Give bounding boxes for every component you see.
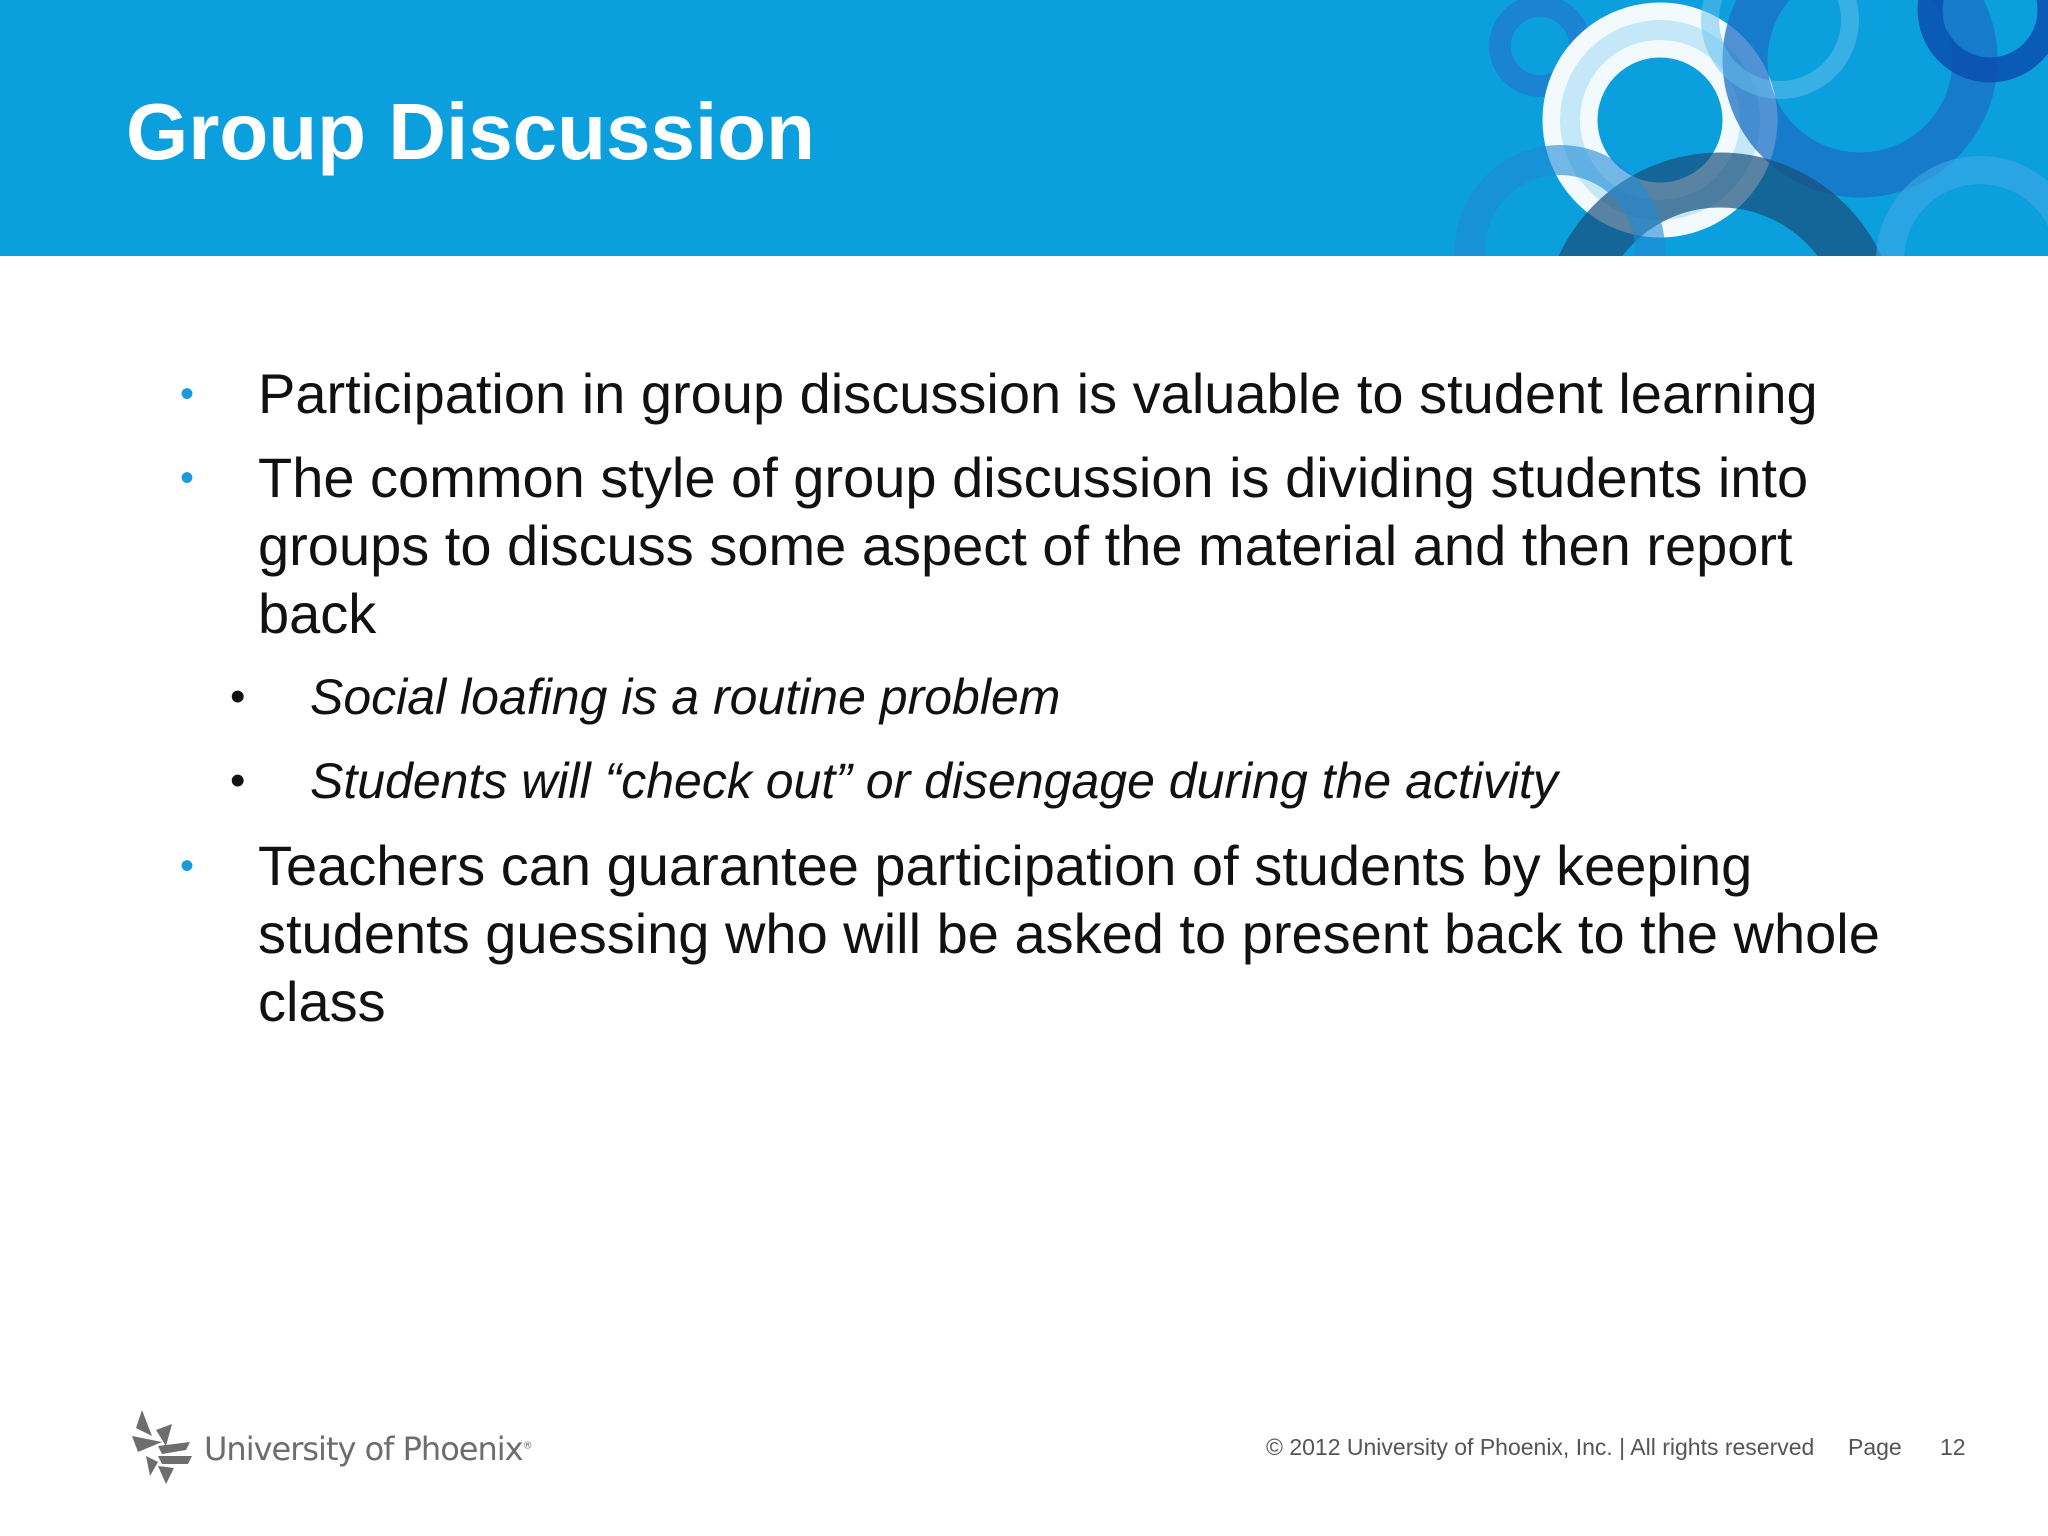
bullet-text: Participation in group discussion is valuable to student learning (258, 362, 1818, 425)
bullet-text: students guessing who will be asked to present back to the whole (258, 902, 1880, 965)
bullet-marker: • (230, 672, 246, 721)
bullet-text: The common style of group discussion is dividing students into (258, 446, 1809, 509)
phoenix-bird-icon (128, 1406, 198, 1486)
registered-mark: ® (522, 1440, 532, 1452)
bullet-text: groups to discuss some aspect of the material and then report (258, 514, 1793, 577)
slide-header (0, 0, 2048, 256)
sub-bullet-text: Students will “check out” or disengage during the activity (310, 753, 1558, 809)
bullet-marker: • (180, 844, 195, 888)
bullet-text: Teachers can guarantee participation of students by keeping (258, 834, 1753, 897)
copyright-notice: © 2012 University of Phoenix, Inc. | All rights reserved (1266, 1434, 1815, 1460)
logo-wordmark: University of Phoenix (204, 1430, 523, 1468)
slide-title: Group Discussion (126, 87, 815, 176)
bullet-text: back (258, 582, 377, 645)
page-label: Page (1848, 1434, 1902, 1460)
sub-bullet-text: Social loafing is a routine problem (310, 669, 1061, 725)
bullet-text: class (258, 970, 386, 1033)
page-number: 12 (1940, 1434, 1966, 1460)
bullet-marker: • (230, 756, 246, 805)
bullet-marker: • (180, 456, 195, 500)
university-logo (128, 1406, 532, 1486)
bullet-marker: • (180, 372, 195, 416)
logo-text (204, 1430, 532, 1468)
